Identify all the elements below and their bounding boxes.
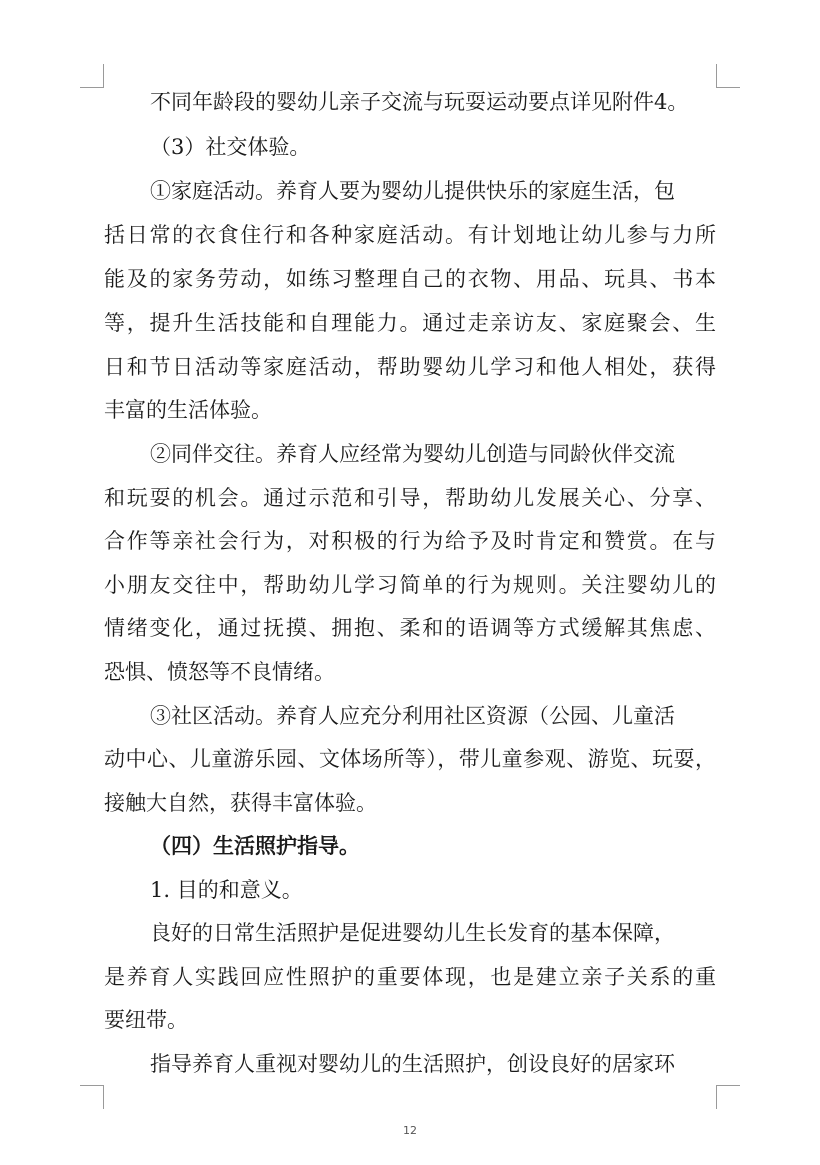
- text-line: 要纽带。: [104, 1008, 188, 1032]
- crop-mark-bottom-right-h: [716, 1085, 740, 1086]
- text-line: 指导养育人重视对婴幼儿的生活照护，创设良好的居家环: [150, 1052, 675, 1076]
- text-line: 接触大自然，获得丰富体验。: [104, 791, 377, 815]
- text-line: 恐惧、愤怒等不良情绪。: [104, 660, 335, 684]
- crop-mark-top-left-v: [103, 64, 104, 88]
- text-line: 是养育人实践回应性照护的重要体现，也是建立亲子关系的重: [104, 965, 716, 989]
- crop-mark-top-left-h: [80, 87, 104, 88]
- text-line: 良好的日常生活照护是促进婴幼儿生长发育的基本保障，: [150, 921, 675, 945]
- text-line: 动中心、儿童游乐园、文体场所等），带儿童参观、游览、玩耍，: [104, 747, 716, 771]
- crop-mark-bottom-right-v: [716, 1085, 717, 1109]
- subsection-heading: 1. 目的和意义。: [150, 878, 303, 902]
- text-line: 小朋友交往中，帮助幼儿学习简单的行为规则。关注婴幼儿的: [104, 573, 716, 597]
- text-line: ①家庭活动。养育人要为婴幼儿提供快乐的家庭生活，包: [150, 179, 675, 203]
- text-line: 不同年龄段的婴幼儿亲子交流与玩耍运动要点详见附件4。: [150, 90, 689, 114]
- text-line: 合作等亲社会行为，对积极的行为给予及时肯定和赞赏。在与: [104, 529, 716, 553]
- crop-mark-bottom-left-v: [103, 1085, 104, 1109]
- text-line: 和玩耍的机会。通过示范和引导，帮助幼儿发展关心、分享、: [104, 486, 716, 510]
- text-line: 等，提升生活技能和自理能力。通过走亲访友、家庭聚会、生: [104, 311, 716, 335]
- text-line: 日和节日活动等家庭活动，帮助婴幼儿学习和他人相处，获得: [104, 355, 716, 379]
- text-line: 括日常的衣食住行和各种家庭活动。有计划地让幼儿参与力所: [104, 223, 716, 247]
- text-line: ③社区活动。养育人应充分利用社区资源（公园、儿童活: [150, 704, 675, 728]
- text-line: 丰富的生活体验。: [104, 398, 272, 422]
- crop-mark-bottom-left-h: [80, 1085, 104, 1086]
- text-line: 能及的家务劳动，如练习整理自己的衣物、用品、玩具、书本: [104, 267, 716, 291]
- text-line: ②同伴交往。养育人应经常为婴幼儿创造与同龄伙伴交流: [150, 442, 675, 466]
- section-heading: （四）生活照护指导。: [150, 833, 360, 858]
- crop-mark-top-right-h: [716, 87, 740, 88]
- page-number: 12: [403, 1124, 417, 1137]
- crop-mark-top-right-v: [716, 64, 717, 88]
- text-line: 情绪变化，通过抚摸、拥抱、柔和的语调等方式缓解其焦虑、: [104, 616, 716, 640]
- section-heading: （3）社交体验。: [150, 135, 311, 159]
